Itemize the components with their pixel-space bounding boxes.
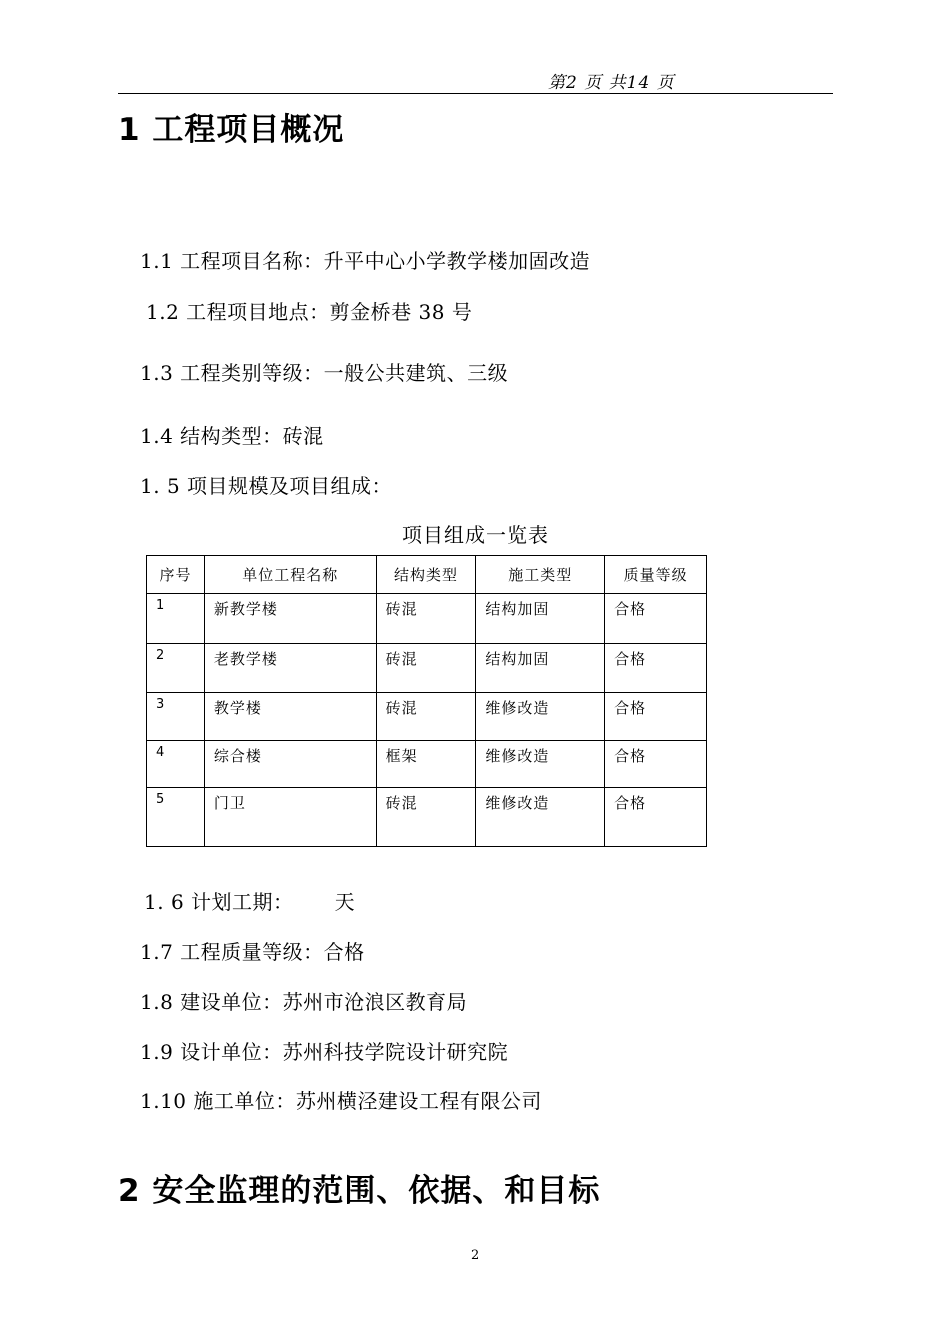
cell-index: 5 [147, 788, 205, 847]
item-1-6: 1. 6 计划工期： 天 [144, 890, 356, 914]
cell-unit-name: 门卫 [204, 788, 376, 847]
cell-construction-type: 维修改造 [476, 741, 605, 788]
header-divider [118, 93, 833, 94]
cell-quality-grade: 合格 [605, 693, 707, 741]
table-row [147, 644, 707, 693]
item-1-3: 1.3 工程类别等级：一般公共建筑、三级 [140, 361, 509, 385]
cell-index: 4 [147, 741, 205, 788]
project-composition-table [146, 555, 707, 847]
cell-construction-type: 结构加固 [476, 644, 605, 693]
section-2-title: 2 安全监理的范围、依据、和目标 [118, 1173, 601, 1209]
cell-structure-type: 砖混 [376, 788, 476, 847]
header-cell-structure-type: 结构类型 [376, 556, 476, 594]
section-1-title: 1 工程项目概况 [118, 112, 345, 148]
item-1-1: 1.1 工程项目名称：升平中心小学教学楼加固改造 [140, 249, 591, 273]
table-title: 项目组成一览表 [402, 523, 549, 547]
cell-quality-grade: 合格 [605, 644, 707, 693]
cell-index: 1 [147, 594, 205, 644]
cell-structure-type: 砖混 [376, 693, 476, 741]
item-1-4: 1.4 结构类型：砖混 [140, 424, 324, 448]
header-cell-unit-name: 单位工程名称 [204, 556, 376, 594]
cell-construction-type: 维修改造 [476, 693, 605, 741]
cell-unit-name: 老教学楼 [204, 644, 376, 693]
cell-index: 2 [147, 644, 205, 693]
cell-unit-name: 教学楼 [204, 693, 376, 741]
page-number: 2 [471, 1248, 480, 1263]
table-row [147, 594, 707, 644]
table-row [147, 788, 707, 847]
cell-quality-grade: 合格 [605, 741, 707, 788]
cell-quality-grade: 合格 [605, 788, 707, 847]
table-header-row [147, 556, 707, 594]
cell-construction-type: 维修改造 [476, 788, 605, 847]
item-1-10: 1.10 施工单位：苏州横泾建设工程有限公司 [140, 1089, 542, 1113]
cell-structure-type: 框架 [376, 741, 476, 788]
table-row [147, 741, 707, 788]
header-cell-construction-type: 施工类型 [476, 556, 605, 594]
cell-construction-type: 结构加固 [476, 594, 605, 644]
cell-unit-name: 综合楼 [204, 741, 376, 788]
cell-structure-type: 砖混 [376, 644, 476, 693]
cell-index: 3 [147, 693, 205, 741]
cell-unit-name: 新教学楼 [204, 594, 376, 644]
cell-quality-grade: 合格 [605, 594, 707, 644]
cell-structure-type: 砖混 [376, 594, 476, 644]
item-1-2: 1.2 工程项目地点：剪金桥巷 38 号 [146, 300, 473, 324]
table-row [147, 693, 707, 741]
page-header: 第2 页 共14 页 [548, 73, 675, 93]
item-1-5: 1. 5 项目规模及项目组成： [140, 474, 393, 498]
item-1-8: 1.8 建设单位：苏州市沧浪区教育局 [140, 990, 468, 1014]
item-1-7: 1.7 工程质量等级：合格 [140, 940, 365, 964]
item-1-9: 1.9 设计单位：苏州科技学院设计研究院 [140, 1040, 509, 1064]
header-cell-index: 序号 [147, 556, 205, 594]
header-cell-quality-grade: 质量等级 [605, 556, 707, 594]
